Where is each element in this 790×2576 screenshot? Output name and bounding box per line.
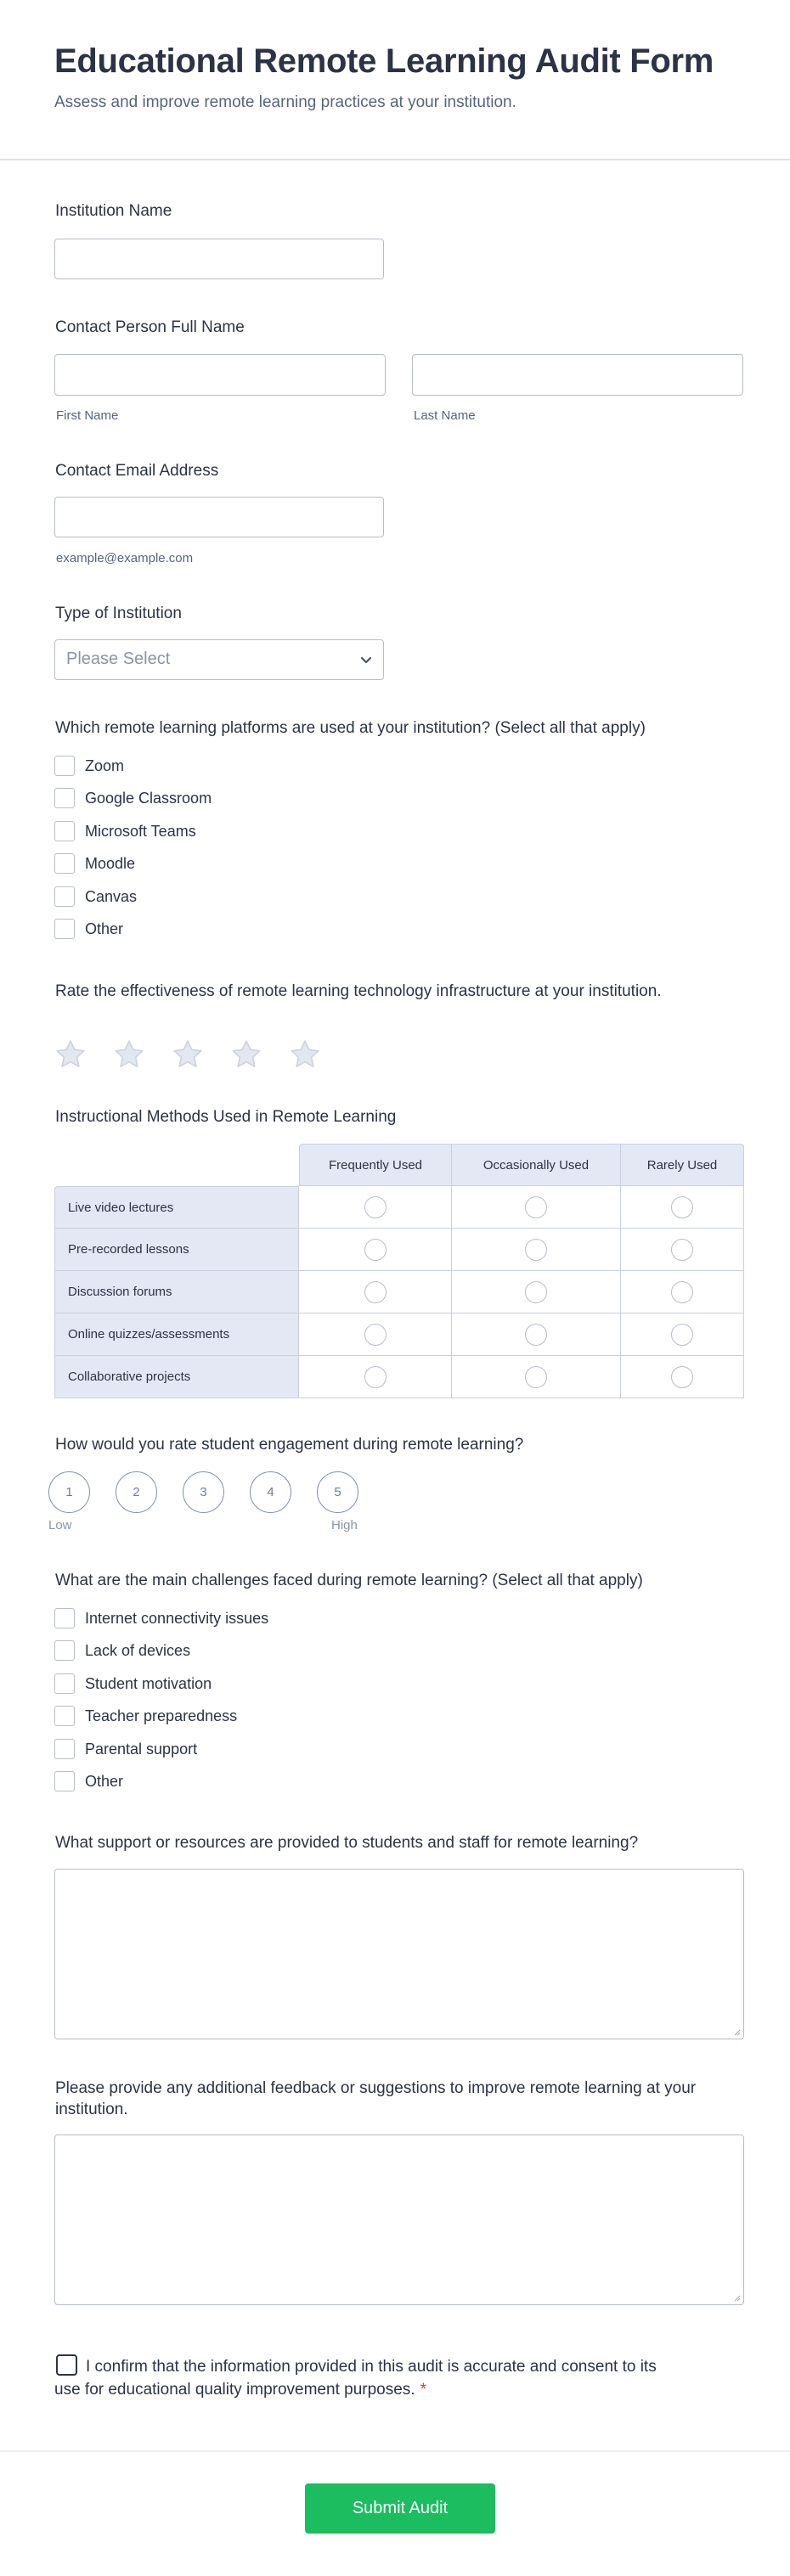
feedback-textarea[interactable]: [54, 2134, 744, 2305]
option-label: Other: [85, 920, 124, 937]
platform-option-microsoft-teams[interactable]: [54, 820, 196, 842]
scale-low-label: Low: [48, 1518, 72, 1533]
radio-button[interactable]: [671, 1239, 693, 1261]
engagement-label: How would you rate student engagement during remote learning?: [55, 1436, 524, 1454]
consent-checkbox[interactable]: [56, 2354, 77, 2376]
checkbox[interactable]: [54, 1771, 75, 1791]
option-label: Other: [85, 1772, 124, 1790]
institution-type-placeholder: Please Select: [66, 650, 171, 668]
last-name-input[interactable]: [412, 354, 743, 396]
row-header: Live video lectures: [54, 1186, 299, 1229]
radio-button[interactable]: [525, 1196, 547, 1218]
consent-field: [54, 2354, 666, 2401]
star-icon[interactable]: [112, 1038, 146, 1071]
checkbox[interactable]: [54, 1640, 75, 1661]
radio-button[interactable]: [525, 1324, 547, 1346]
radio-button[interactable]: [364, 1239, 387, 1261]
radio-button[interactable]: [525, 1239, 547, 1261]
institution-type-select[interactable]: [54, 639, 384, 680]
checkbox[interactable]: [54, 788, 75, 808]
resize-grip-icon[interactable]: [732, 2028, 741, 2036]
star-icon[interactable]: [229, 1038, 263, 1071]
checkbox[interactable]: [54, 756, 75, 776]
radio-button[interactable]: [525, 1366, 547, 1388]
form-subtitle: Assess and improve remote learning practices at your institution.: [54, 93, 516, 111]
resize-grip-icon[interactable]: [732, 2293, 741, 2302]
checkbox[interactable]: [54, 1706, 75, 1726]
matrix-corner: [54, 1144, 299, 1186]
matrix-row: [54, 1229, 744, 1271]
consent-text: I confirm that the information provided in this audit is accurate and consent to its use for educational quality improvement purposes.: [54, 2358, 657, 2399]
row-header: Online quizzes/assessments: [54, 1313, 299, 1356]
matrix-row: [54, 1313, 744, 1356]
star-rating[interactable]: [54, 1038, 322, 1071]
platform-option-canvas[interactable]: [54, 886, 137, 908]
form-title: Educational Remote Learning Audit Form: [54, 42, 714, 80]
institution-type-label: Type of Institution: [55, 605, 182, 622]
matrix-row: [54, 1186, 744, 1229]
radio-button[interactable]: [364, 1366, 387, 1388]
column-header: Occasionally Used: [452, 1144, 621, 1186]
option-label: Student motivation: [85, 1674, 212, 1692]
checkbox[interactable]: [54, 1608, 75, 1628]
radio-button[interactable]: [671, 1324, 693, 1346]
platform-option-zoom[interactable]: [54, 755, 124, 777]
platform-option-moodle[interactable]: [54, 852, 135, 875]
submit-button[interactable]: Submit Audit: [305, 2483, 495, 2534]
row-header: Collaborative projects: [54, 1356, 299, 1398]
first-name-input[interactable]: [54, 354, 386, 396]
challenge-option-parental[interactable]: [54, 1738, 197, 1760]
radio-button[interactable]: [671, 1196, 693, 1218]
option-label: Moodle: [85, 854, 136, 872]
scale-option-1[interactable]: 1: [48, 1471, 90, 1513]
option-label: Parental support: [85, 1740, 198, 1758]
star-icon[interactable]: [54, 1038, 87, 1071]
radio-button[interactable]: [525, 1281, 547, 1303]
scale-option-4[interactable]: 4: [250, 1471, 291, 1513]
radio-button[interactable]: [671, 1366, 693, 1388]
column-header: Rarely Used: [621, 1144, 744, 1186]
engagement-scale: [48, 1471, 358, 1513]
contact-email-input[interactable]: [54, 497, 384, 537]
row-header: Pre-recorded lessons: [54, 1229, 299, 1271]
checkbox[interactable]: [54, 821, 75, 841]
matrix-row: [54, 1271, 744, 1313]
header-divider: [0, 159, 790, 160]
challenges-label: What are the main challenges faced during remote learning? (Select all that apply): [55, 1572, 643, 1589]
checkbox[interactable]: [54, 1673, 75, 1694]
institution-name-input[interactable]: [54, 239, 384, 279]
option-label: Teacher preparedness: [85, 1707, 238, 1724]
chevron-down-icon: [359, 653, 373, 666]
option-label: Internet connectivity issues: [85, 1609, 269, 1627]
contact-name-label: Contact Person Full Name: [55, 318, 245, 336]
challenge-option-devices[interactable]: [54, 1640, 190, 1662]
row-header: Discussion forums: [54, 1271, 299, 1313]
feedback-label: Please provide any additional feedback or suggestions to improve remote learning at your institution.: [55, 2079, 697, 2118]
instructional-methods-matrix: [54, 1144, 744, 1398]
option-label: Microsoft Teams: [85, 822, 196, 840]
challenge-option-internet[interactable]: [54, 1607, 268, 1629]
institution-name-label: Institution Name: [55, 202, 172, 220]
checkbox[interactable]: [54, 919, 75, 939]
matrix-row: [54, 1356, 744, 1398]
footer-divider: [0, 2450, 790, 2452]
challenge-option-motivation[interactable]: [54, 1673, 212, 1695]
scale-option-5[interactable]: 5: [317, 1471, 358, 1513]
last-name-sublabel: Last Name: [414, 408, 476, 423]
option-label: Canvas: [85, 887, 138, 905]
star-icon[interactable]: [171, 1038, 205, 1071]
platform-option-google-classroom[interactable]: [54, 787, 212, 809]
option-label: Zoom: [85, 756, 125, 774]
infrastructure-rating-label: Rate the effectiveness of remote learning technology infrastructure at your institution.: [55, 982, 662, 1000]
column-header: Frequently Used: [299, 1144, 452, 1186]
radio-button[interactable]: [364, 1281, 387, 1303]
option-label: Google Classroom: [85, 789, 212, 807]
option-label: Lack of devices: [85, 1641, 191, 1659]
support-resources-textarea[interactable]: [54, 1869, 744, 2039]
required-marker: *: [420, 2381, 426, 2399]
platform-option-other[interactable]: [54, 918, 123, 940]
support-resources-label: What support or resources are provided to students and staff for remote learning?: [55, 1834, 639, 1852]
scale-high-label: High: [331, 1518, 358, 1533]
challenge-option-teacher[interactable]: [54, 1705, 237, 1727]
checkbox[interactable]: [54, 853, 75, 874]
contact-email-label: Contact Email Address: [55, 462, 219, 480]
checkbox[interactable]: [54, 1739, 75, 1759]
star-icon[interactable]: [288, 1038, 322, 1071]
challenge-option-other[interactable]: [54, 1770, 123, 1792]
scale-option-3[interactable]: 3: [183, 1471, 224, 1513]
instructional-methods-label: Instructional Methods Used in Remote Learning: [55, 1108, 397, 1126]
scale-option-2[interactable]: 2: [116, 1471, 157, 1513]
radio-button[interactable]: [364, 1196, 387, 1218]
platforms-label: Which remote learning platforms are used at your institution? (Select all that apply): [55, 719, 646, 737]
checkbox[interactable]: [54, 886, 75, 907]
radio-button[interactable]: [364, 1324, 387, 1346]
email-hint: example@example.com: [56, 551, 194, 565]
radio-button[interactable]: [671, 1281, 693, 1303]
first-name-sublabel: First Name: [56, 408, 119, 423]
